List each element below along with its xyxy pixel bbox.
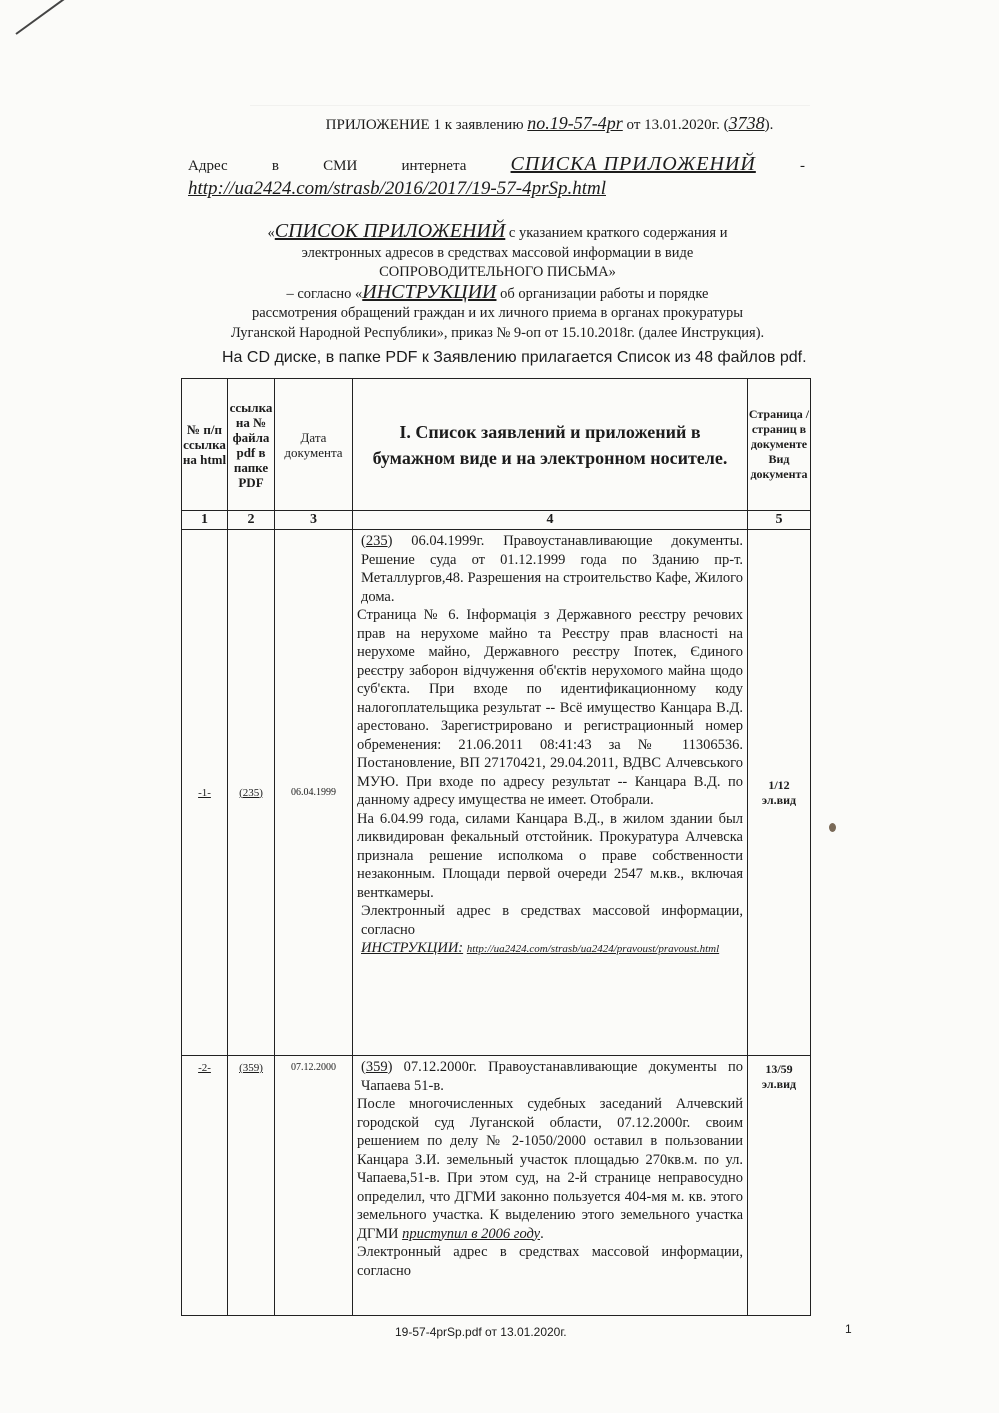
column-number: 5	[748, 511, 811, 530]
intro-text: – согласно «	[286, 285, 363, 302]
header-number-link[interactable]: 3738	[728, 113, 765, 133]
row-text: ) 07.12.2000г. Правоустанавливающие документы по Чапаева 51-в.	[361, 1059, 743, 1094]
row-text: Страница № 6. Інформація з Державного реєстру речових прав на нерухоме майно та Реєстру прав власності на нерухоме майно, Державного реєстру Іпотек, Єдиного реєстру заборон відчуження об'єктів нерухомого майна щодо суб'єкта. При входе по идентификационному коду налогоплательщика результат -- Всё имущество Канцара В.Д. арестовано. Зарегистрировано и регистрационный номер обременения: 21.06.2011 08:41:43 за № 11306536. Постановление, ВП 27170421, 29.04.2011, ВДВС Алчевського МУЮ. При входе по адресу результат -- Канцара В.Д. по данному адресу имущества не имеет. Отобрали.	[357, 607, 743, 808]
row-pages: 1/12	[768, 777, 790, 792]
row-doc-type: эл.вид	[761, 792, 797, 807]
address-line	[188, 153, 805, 176]
row-pdf-cell	[228, 1056, 275, 1316]
table-header-row	[182, 379, 811, 511]
intro-text: электронных адресов в средствах массовой информации в виде	[301, 244, 694, 261]
row-pages: 13/59	[765, 1062, 793, 1076]
row-page-cell	[748, 1056, 811, 1316]
row-text: После многочисленных судебных заседаний Алчевский городской суд Луганской области, 07.12.2000г. своим решением по делу № 2-1050/2000 оставил в пользовании Канцара З.И. земельный участок площадью 270кв.м. по ул. Чапаева,51-в. При этом суд, на 2-й странице неправосудно определил, что ДГМИ законно пользуется 404-мя м. кв. этого земельного участка. К выделению этого земельного участка ДГМИ	[357, 1096, 743, 1242]
row-text: ) 06.04.1999г. Правоустанавливающие документы. Решение суда от 01.12.1999 года по Зданию пр-т. Металлургов,48. Разрешения на строительство Кафе, Жилого дома.	[361, 533, 743, 605]
intro-text: Луганской Народной Республики», приказ № 9-оп от 15.10.2018г. (далее Инструкция).	[230, 324, 765, 341]
col-header-html: № п/п ссылка на html	[182, 379, 228, 511]
row-html-cell	[182, 1056, 228, 1316]
scan-artifact	[250, 105, 810, 106]
row-text: Электронный адрес в средствах массовой информации, согласно	[357, 1244, 743, 1279]
header-text: ПРИЛОЖЕНИЕ 1 к заявлению	[325, 117, 528, 133]
address-word: СМИ	[323, 158, 358, 174]
col-header-title: I. Список заявлений и приложений в бумажном виде и на электронном носителе.	[353, 379, 748, 511]
row-doc-type: эл.вид	[761, 1077, 797, 1091]
column-number: 3	[275, 511, 353, 530]
list-title-link[interactable]: СПИСКА ПРИЛОЖЕНИЙ	[510, 153, 756, 175]
row-text: .	[540, 1225, 544, 1242]
column-number: 2	[228, 511, 275, 530]
scan-spot	[829, 823, 836, 832]
address-word: Адрес	[188, 158, 228, 174]
list-heading-link[interactable]: СПИСОК ПРИЛОЖЕНИЙ	[274, 220, 506, 242]
instruction-label: ИНСТРУКЦИИ:	[361, 940, 464, 956]
intro-paragraph	[190, 222, 805, 343]
row-url-link[interactable]: http://ua2424.com/strasb/ua2424/pravoust/pravoust.html	[466, 943, 720, 955]
row-pdf-link[interactable]: (235)	[239, 786, 263, 799]
row-pdf-cell	[228, 530, 275, 1056]
address-dash: -	[800, 158, 805, 174]
row-ref-link[interactable]: 235	[365, 533, 388, 549]
column-number: 1	[182, 511, 228, 530]
address-url[interactable]: http://ua2424.com/strasb/2016/2017/19-57-4prSp.html	[188, 178, 606, 199]
column-number: 4	[353, 511, 748, 530]
row-ref-link[interactable]: 359	[365, 1059, 388, 1075]
row-html-cell	[182, 530, 228, 1056]
row-date: 07.12.2000	[275, 1056, 353, 1316]
intro-text: СОПРОВОДИТЕЛЬНОГО ПИСЬМА»	[379, 264, 616, 280]
col-header-date: Дата документа	[275, 379, 353, 511]
address-word: в	[271, 158, 279, 174]
row-html-link[interactable]: -1-	[198, 786, 211, 799]
table-row	[182, 530, 811, 1056]
row-html-link[interactable]: -2-	[198, 1062, 211, 1074]
quote-mark: «	[267, 225, 275, 241]
page-footer: 19-57-4prSp.pdf от 13.01.2020г.	[395, 1325, 567, 1339]
col-header-pdf: ссылка на № файла pdf в папке PDF	[228, 379, 275, 511]
appendix-header	[0, 113, 999, 134]
row-description: (359) 07.12.2000г. Правоустанавливающие документы по Чапаева 51-в. После многочисленных судебных заседаний Алчевский городской суд Луганской области, 07.12.2000г. своим решением по делу № 2-1050/2000 оставил в пользовании Канцара З.И. земельный участок площадью 270кв.м. по ул. Чапаева,51-в. При этом суд, на 2-й странице неправосудно определил, что ДГМИ законно пользуется 404-мя м. кв. этого земельного участка. К выделению этого земельного участка ДГМИ приступил в 2006 году. Электронный адрес в средствах массовой информации, согласно	[353, 1056, 748, 1316]
row-inline-link[interactable]: приступил в 2006 году	[402, 1225, 541, 1242]
row-text: На 6.04.99 года, силами Канцара В.Д., в жилом здании был ликвидирован фекальный отстойник. Прокуратура Алчевска признала решение исполкома о праве собственности незаконным. Площади первой очереди 2547 м.кв., включая венткамеры.	[357, 810, 743, 901]
row-date: 06.04.1999	[275, 530, 353, 1056]
intro-text: с указанием краткого содержания и	[505, 225, 728, 241]
column-number-row	[182, 511, 811, 530]
intro-text: об организации работы и порядке	[496, 285, 709, 302]
row-page-cell	[748, 530, 811, 1056]
row-text: Электронный адрес в средствах массовой информации, согласно	[361, 903, 743, 938]
table-row	[182, 1056, 811, 1316]
instruction-link[interactable]: ИНСТРУКЦИИ	[362, 280, 497, 303]
header-date: от 13.01.2020г. (	[622, 117, 729, 133]
header-close: ).	[764, 117, 774, 133]
intro-text: рассмотрения обращений граждан и их личного приема в органах прокуратуры	[251, 305, 744, 321]
page-number: 1	[845, 1322, 852, 1336]
header-ref-link[interactable]: no.19-57-4pr	[527, 113, 623, 133]
row-description: (235) 06.04.1999г. Правоустанавливающие документы. Решение суда от 01.12.1999 года по Зданию пр-т. Металлургов,48. Разрешения на строительство Кафе, Жилого дома. Страница № 6. Інформація з Державного реєстру речових прав на нерухоме майно та Реєстру прав власності на нерухоме майно, Державного реєстру Іпотек, Єдиного реєстру заборон відчуження об'єктів нерухомого майна щодо суб'єкта. При входе по идентификационному коду налогоплательщика результат -- Всё имущество Канцара В.Д. арестовано. Зарегистрировано и регистрационный номер обременения: 21.06.2011 08:41:43 за № 11306536. Постановление, ВП 27170421, 29.04.2011, ВДВС Алчевського МУЮ. При входе по адресу результат -- Канцара В.Д. по данному адресу имущества не имеет. Отобрали. На 6.04.99 года, силами Канцара В.Д., в жилом здании был ликвидирован фекальный отстойник. Прокуратура Алчевска признала решение исполкома о праве собственности незаконным. Площади первой очереди 2547 м.кв., включая венткамеры. Электронный адрес в средствах массовой информации, согласно ИНСТРУКЦИИ: http://ua2424.com/strasb/ua2424/pravoust/pravoust.html	[353, 530, 748, 1056]
pen-mark	[15, 0, 66, 35]
col-header-page: Страница / страниц в документе Вид документа	[748, 379, 811, 511]
row-pdf-link[interactable]: (359)	[239, 1062, 263, 1074]
cd-note: На CD диске, в папке PDF к Заявлению прилагается Список из 48 файлов pdf.	[222, 349, 807, 366]
documents-table	[181, 378, 811, 1316]
address-word: интернета	[401, 158, 467, 174]
